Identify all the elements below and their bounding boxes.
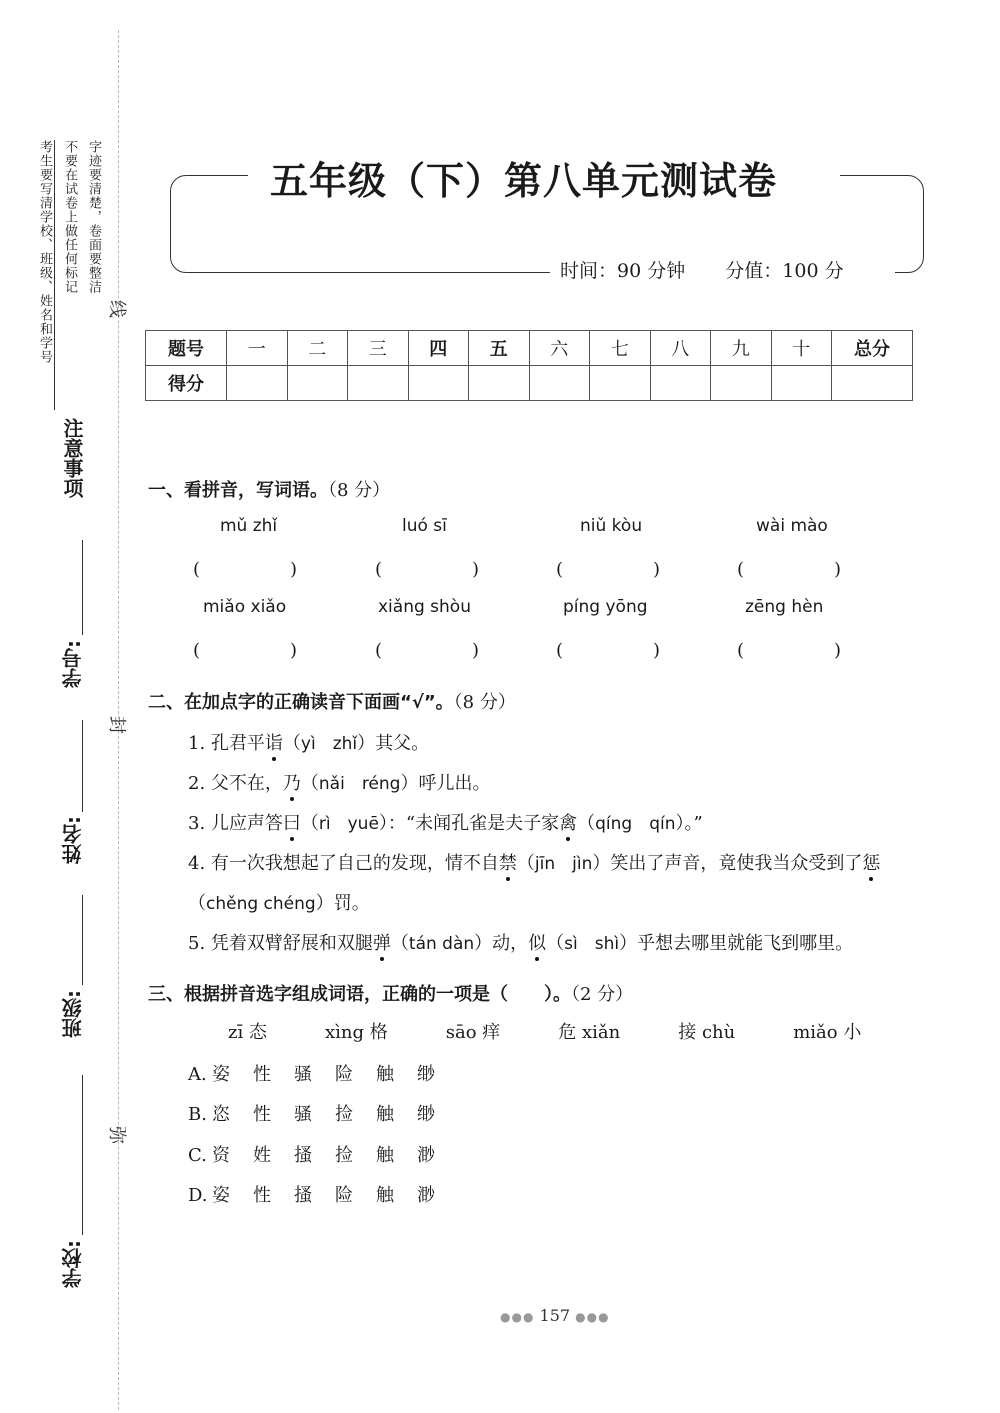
col-3: 三 <box>348 331 409 366</box>
choice-b[interactable]: B. 恣 性 骚 捡 触 缈 <box>188 1104 435 1125</box>
col-5: 五 <box>469 331 530 366</box>
dotted-char: 禽 <box>559 809 577 835</box>
notice-divider <box>54 140 55 410</box>
score-cell[interactable] <box>650 366 711 401</box>
choice-a[interactable]: A. 姿 性 骚 险 触 缈 <box>188 1064 435 1085</box>
school-label: 学校: <box>61 1240 85 1288</box>
pinyin-3: niǔ kòu <box>580 516 643 536</box>
score-cell[interactable] <box>529 366 590 401</box>
dotted-char: 惩 <box>862 849 880 875</box>
dot-ornament: ●●● <box>575 1310 610 1324</box>
section-2-title: 二、在加点字的正确读音下面画“√”。（8 分） <box>148 692 516 713</box>
score-cell[interactable] <box>832 366 913 401</box>
seal-char-xian: 线 <box>106 300 127 318</box>
school-field[interactable] <box>82 1075 83 1235</box>
answer-blank[interactable]: ( ) <box>375 640 480 661</box>
dot-ornament: ●●● <box>500 1310 535 1324</box>
answer-blank[interactable]: ( ) <box>375 559 480 580</box>
notice-line-3: 字迹要清楚，卷面要整洁 <box>86 140 101 294</box>
section-1-title: 一、看拼音，写词语。（8 分） <box>148 480 391 501</box>
pinyin-2: luó sī <box>402 516 447 536</box>
dotted-char: 曰 <box>283 809 301 835</box>
question-2-5: 5. 凭着双臂舒展和双腿弹（tán dàn）动，似（sì shì）乎想去哪里就能飞到哪里。 <box>188 929 853 955</box>
answer-blank[interactable]: ( ) <box>737 559 842 580</box>
col-2: 二 <box>287 331 348 366</box>
name-label: 姓名: <box>61 816 85 864</box>
question-2-4: 4. 有一次我想起了自己的发现，情不自禁（jīn jìn）笑出了声音，竟使我当众受到了惩 <box>188 849 880 875</box>
score-cell[interactable] <box>408 366 469 401</box>
class-label: 班级: <box>61 990 85 1038</box>
pinyin-8: zēng hèn <box>745 597 824 617</box>
notice-line-2: 不要在试卷上做任何标记 <box>62 140 77 294</box>
col-1: 一 <box>227 331 288 366</box>
exam-score: 分值：100 分 <box>725 260 844 282</box>
pinyin-options[interactable]: yì zhǐ <box>300 734 358 754</box>
pinyin-4: wài mào <box>756 516 828 536</box>
col-10: 十 <box>771 331 832 366</box>
student-number-field[interactable] <box>82 540 83 635</box>
answer-blank[interactable]: ( ) <box>193 559 298 580</box>
dotted-char: 乃 <box>283 769 301 795</box>
col-9: 九 <box>711 331 772 366</box>
col-4: 四 <box>408 331 469 366</box>
answer-blank[interactable]: ( ) <box>193 640 298 661</box>
choice-c[interactable]: C. 资 姓 搔 捡 触 渺 <box>188 1145 435 1166</box>
col-8: 八 <box>650 331 711 366</box>
dotted-char: 诣 <box>265 729 283 755</box>
question-2-2: 2. 父不在，乃（nǎi réng）呼儿出。 <box>188 769 490 795</box>
exam-info <box>560 256 878 283</box>
score-cell[interactable] <box>227 366 288 401</box>
answer-blank[interactable]: ( ) <box>556 559 661 580</box>
col-total: 总分 <box>832 331 913 366</box>
score-cell[interactable] <box>590 366 651 401</box>
pinyin-options[interactable]: qíng qín <box>595 814 676 834</box>
pinyin-options[interactable]: nǎi réng <box>318 774 401 794</box>
answer-blank[interactable]: ( ) <box>556 640 661 661</box>
score-cell[interactable] <box>348 366 409 401</box>
pinyin-7: píng yōng <box>563 597 648 617</box>
pinyin-5: miǎo xiǎo <box>203 597 287 617</box>
exam-time: 时间：90 分钟 <box>560 260 686 282</box>
question-2-3: 3. 儿应声答曰（rì yuē）：“未闻孔雀是夫子家禽（qíng qín）。” <box>188 809 703 835</box>
word-prompts: zī 态 xìng 格 sāo 痒 危 xiǎn 接 chù miǎo 小 <box>228 1022 862 1043</box>
dotted-char: 似 <box>528 929 546 955</box>
class-field[interactable] <box>82 895 83 985</box>
seal-char-feng: 封 <box>106 716 127 734</box>
pinyin-options[interactable]: jīn jìn <box>534 854 593 874</box>
notice-title: 注意事项 <box>60 418 84 498</box>
score-cell[interactable] <box>287 366 348 401</box>
pinyin-options[interactable]: sì shì <box>564 934 620 954</box>
dotted-char: 禁 <box>499 849 517 875</box>
seal-char-mi: 弥 <box>106 1126 127 1144</box>
page-title: 五年级（下）第八单元测试卷 <box>270 159 778 203</box>
pinyin-options[interactable]: rì yuē <box>318 814 379 834</box>
score-table-score-row <box>146 366 913 401</box>
choice-d[interactable]: D. 姿 性 搔 险 触 渺 <box>188 1185 435 1206</box>
question-2-4-cont: （chěng chéng）罚。 <box>188 893 370 914</box>
score-cell[interactable] <box>771 366 832 401</box>
pinyin-options[interactable]: chěng chéng <box>206 894 316 914</box>
row-label-score: 得分 <box>146 366 227 401</box>
pinyin-1: mǔ zhǐ <box>220 516 278 536</box>
section-3-title: 三、根据拼音选字组成词语，正确的一项是（ ）。（2 分） <box>148 984 634 1005</box>
pinyin-options[interactable]: tán dàn <box>408 934 475 954</box>
answer-blank[interactable]: ( ) <box>737 640 842 661</box>
dotted-char: 弹 <box>373 929 391 955</box>
page-number: ●●● 157 ●●● <box>500 1306 610 1325</box>
student-number-label: 学号: <box>61 640 85 688</box>
name-field[interactable] <box>82 720 83 812</box>
row-label-question: 题号 <box>146 331 227 366</box>
score-table <box>145 330 913 401</box>
col-7: 七 <box>590 331 651 366</box>
question-2-1: 1. 孔君平诣（yì zhǐ）其父。 <box>188 729 429 755</box>
notice-line-1: 考生要写清学校、班级、姓名和学号 <box>37 140 52 364</box>
score-table-header-row <box>146 331 913 366</box>
pinyin-6: xiǎng shòu <box>378 597 471 617</box>
col-6: 六 <box>529 331 590 366</box>
score-cell[interactable] <box>469 366 530 401</box>
score-cell[interactable] <box>711 366 772 401</box>
